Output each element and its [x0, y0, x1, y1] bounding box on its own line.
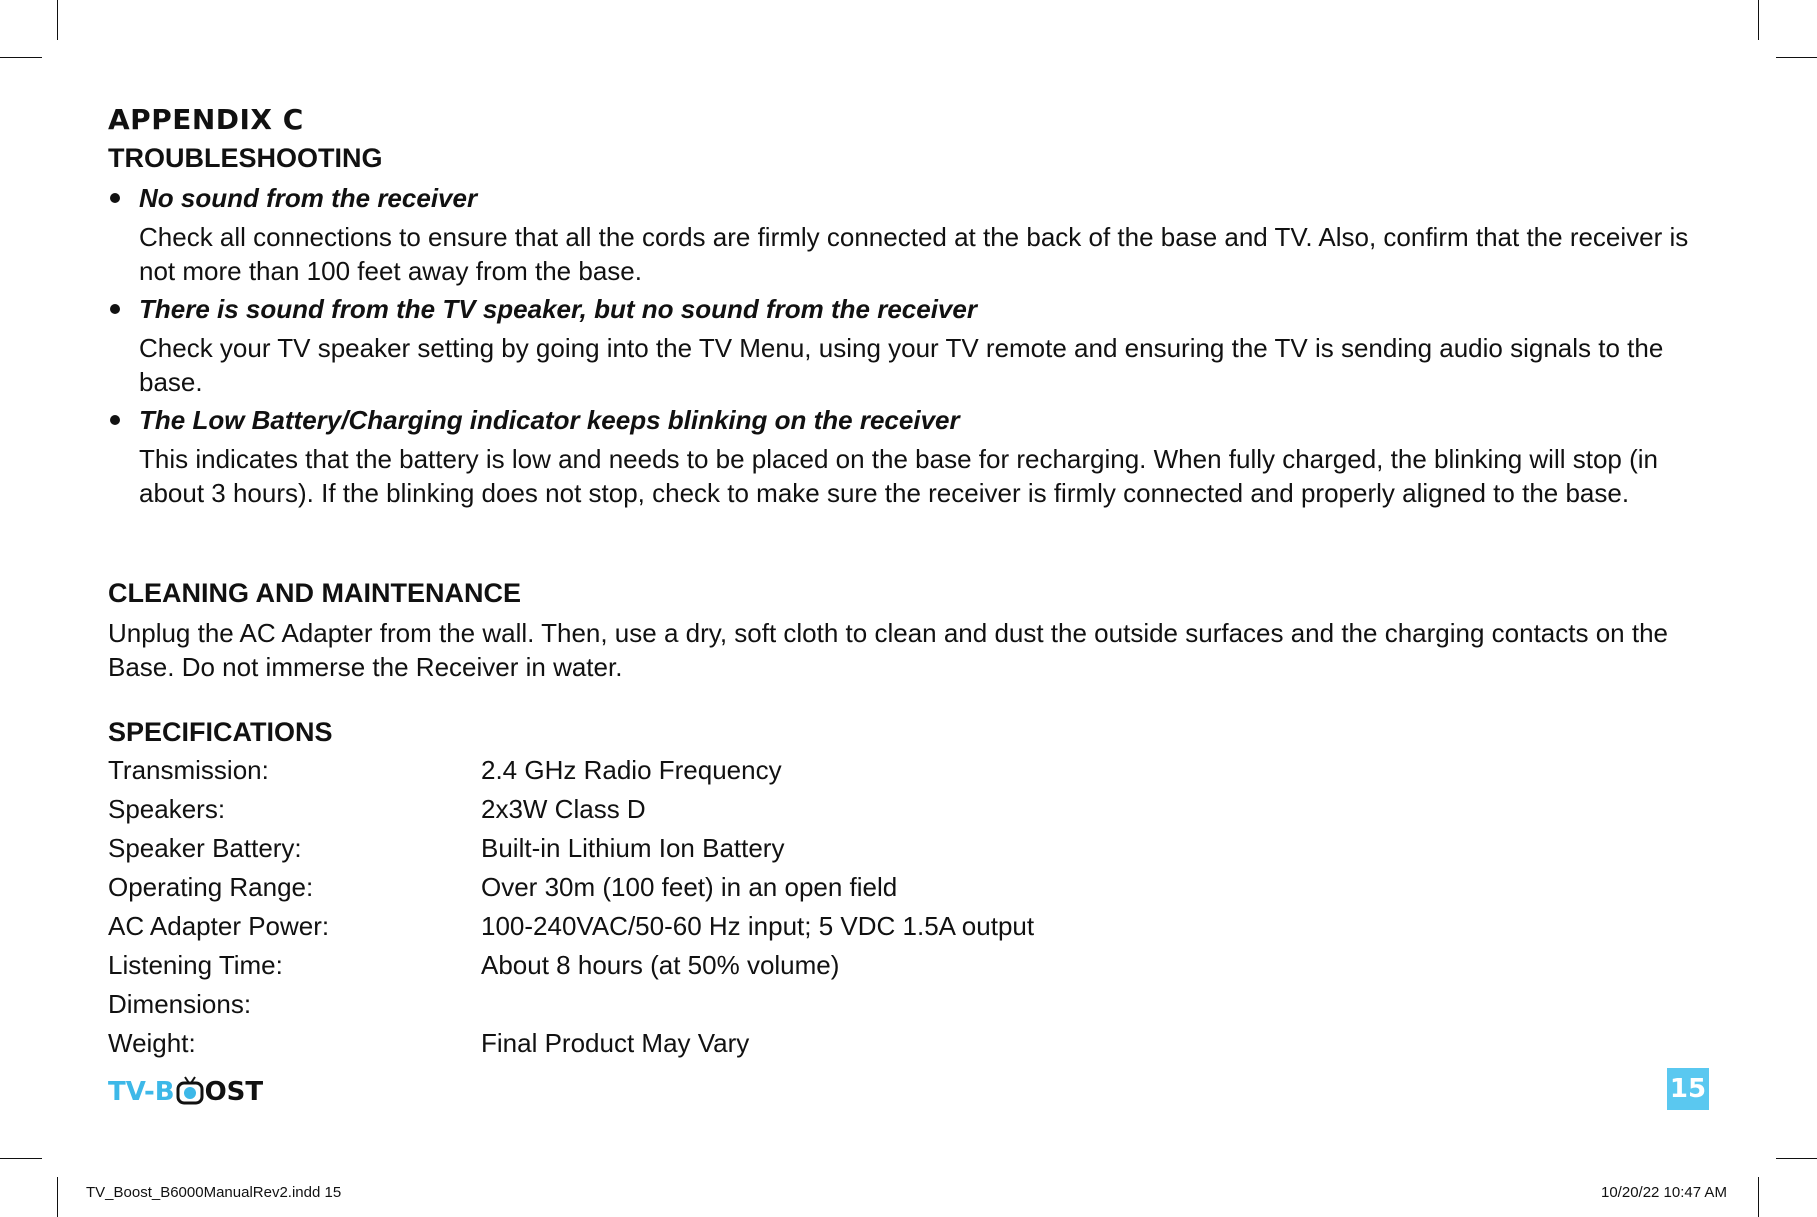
issue-solution: Check all connections to ensure that all the cords are firmly connected at the back of the base and TV. Also, confirm that the receiver is not more than 100 feet away from the base.: [139, 222, 1689, 286]
spec-row: [108, 946, 1108, 985]
bullet-icon: [110, 304, 120, 314]
issue-solution: This indicates that the battery is low and needs to be placed on the base for recharging. When fully charged, the blinking will stop (in about 3 hours). If the blinking does not stop, check to make sure the receiver is firmly connected and properly aligned to the base.: [139, 444, 1658, 508]
spec-label: Weight:: [108, 1028, 196, 1058]
spec-row: [108, 1024, 1108, 1063]
crop-mark: [1758, 1177, 1759, 1217]
spec-value: Over 30m (100 feet) in an open field: [481, 872, 898, 902]
spec-label: Transmission:: [108, 755, 269, 785]
crop-mark: [1776, 57, 1817, 58]
bullet-icon: [110, 415, 120, 425]
spec-value: Final Product May Vary: [481, 1028, 750, 1058]
spec-value: 2x3W Class D: [481, 794, 646, 824]
spec-value: Built-in Lithium Ion Battery: [481, 833, 785, 863]
spec-label: Dimensions:: [108, 989, 252, 1019]
spec-row: [108, 790, 1108, 829]
spec-value: About 8 hours (at 50% volume): [481, 950, 840, 980]
crop-mark: [57, 0, 58, 40]
issue-heading: There is sound from the TV speaker, but no sound from the receiver: [139, 294, 977, 324]
cleaning-text: Unplug the AC Adapter from the wall. Then, use a dry, soft cloth to clean and dust the outside surfaces and the charging contacts on the Base. Do not immerse the Receiver in water.: [108, 618, 1668, 682]
crop-mark: [1776, 1158, 1817, 1159]
spec-row: [108, 751, 1108, 790]
spec-label: AC Adapter Power:: [108, 911, 330, 941]
troubleshooting-title: TROUBLESHOOTING: [108, 143, 383, 173]
crop-mark: [57, 1177, 58, 1217]
spec-value: 100-240VAC/50-60 Hz input; 5 VDC 1.5A output: [481, 911, 1035, 941]
spec-row: [108, 868, 1108, 907]
slug-filename: TV_Boost_B6000ManualRev2.indd 15: [86, 1184, 342, 1201]
page-number-badge: 15: [1667, 1068, 1709, 1110]
logo-text-boost: OST: [204, 1077, 264, 1107]
spec-row: [108, 985, 1108, 1024]
logo-text-tv: TV-B: [108, 1077, 175, 1107]
issue-heading: No sound from the receiver: [139, 183, 478, 213]
tv-logo-icon: [176, 1075, 204, 1113]
spec-label: Speakers:: [108, 794, 226, 824]
spec-label: Speaker Battery:: [108, 833, 302, 863]
cleaning-title: CLEANING AND MAINTENANCE: [108, 578, 521, 608]
spec-row: [108, 907, 1108, 946]
slug-timestamp: 10/20/22 10:47 AM: [1601, 1184, 1727, 1201]
tv-boost-logo: [108, 1075, 263, 1107]
crop-mark: [0, 1158, 42, 1159]
bullet-icon: [110, 193, 120, 203]
spec-value: 2.4 GHz Radio Frequency: [481, 755, 782, 785]
specifications-title: SPECIFICATIONS: [108, 717, 333, 747]
spec-label: Listening Time:: [108, 950, 283, 980]
crop-mark: [1758, 0, 1759, 40]
issue-heading: The Low Battery/Charging indicator keeps blinking on the receiver: [139, 405, 960, 435]
spec-label: Operating Range:: [108, 872, 314, 902]
issue-solution: Check your TV speaker setting by going into the TV Menu, using your TV remote and ensuring the TV is sending audio signals to the base.: [139, 333, 1664, 397]
appendix-title: APPENDIX C: [108, 103, 304, 136]
crop-mark: [0, 57, 42, 58]
spec-row: [108, 829, 1108, 868]
